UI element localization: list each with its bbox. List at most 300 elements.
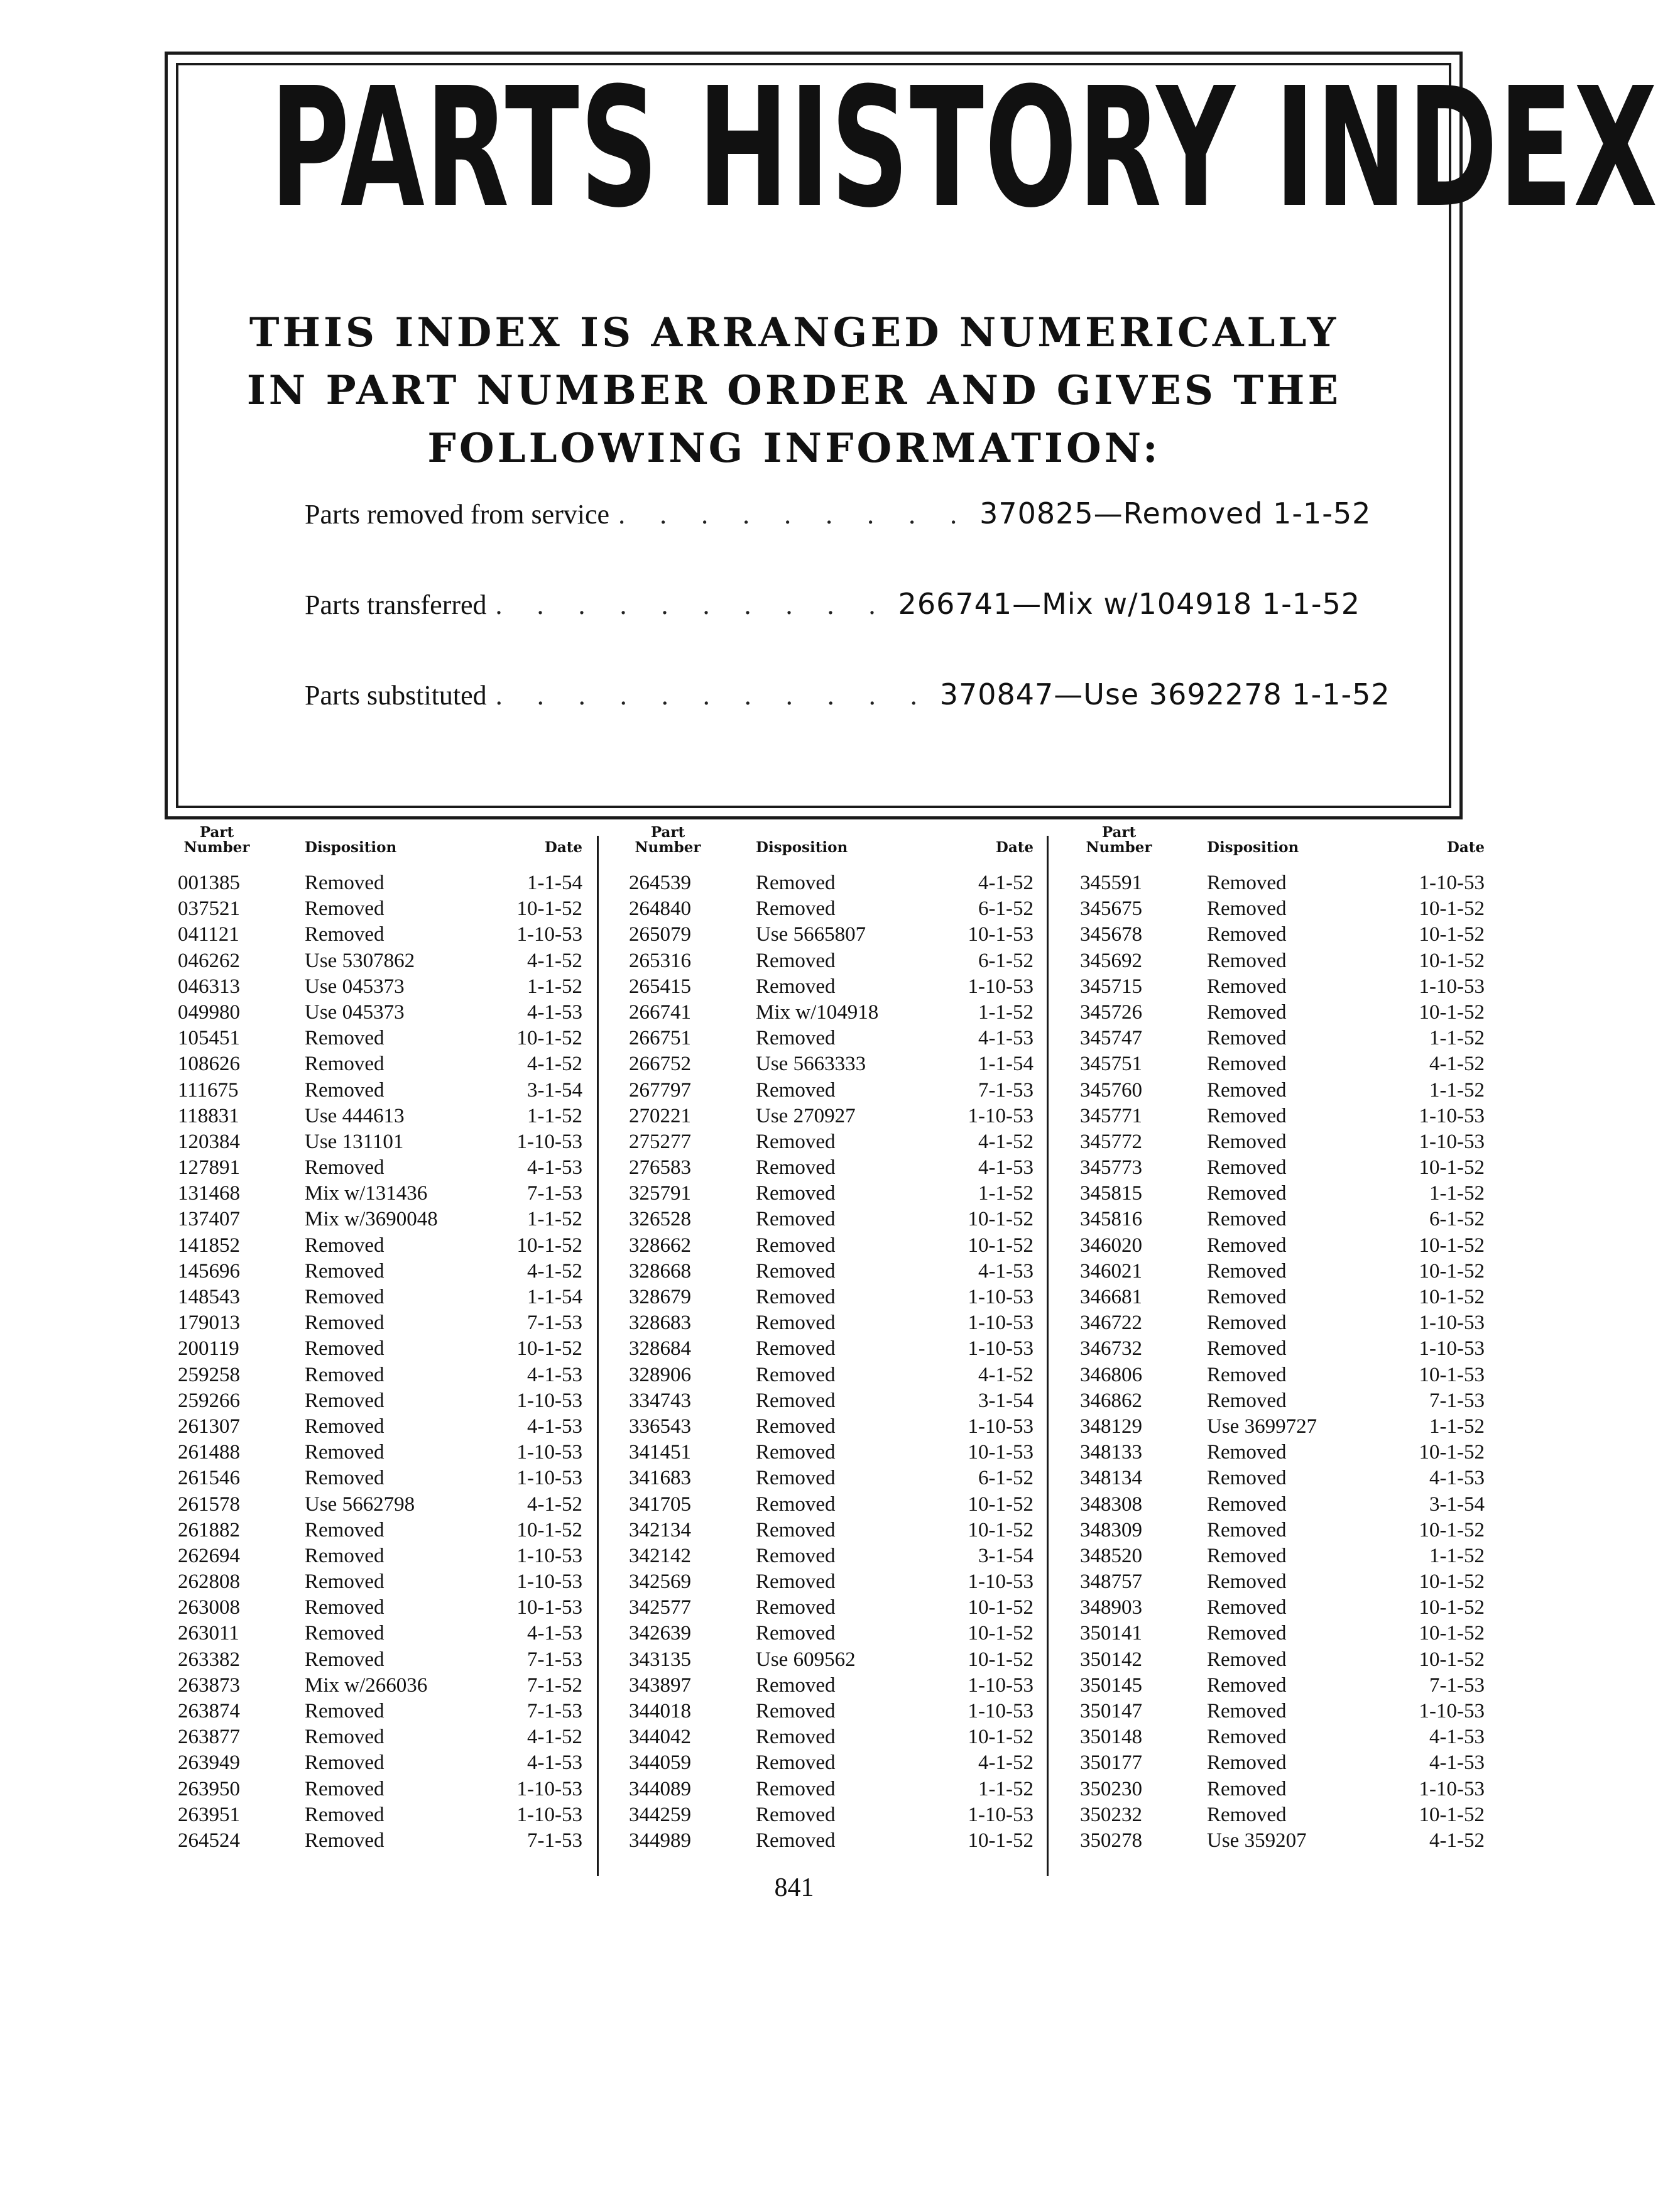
date-cell: 10-1-52 (1419, 1286, 1485, 1308)
part-number-cell: 328668 (629, 1259, 691, 1283)
disposition-cell: Removed (1207, 1648, 1287, 1671)
table-row (173, 1026, 625, 1051)
date-cell: 10-1-52 (1419, 1622, 1485, 1645)
date-cell: 3-1-54 (527, 1078, 582, 1102)
table-row (624, 1724, 1076, 1750)
table-row (624, 1595, 1076, 1621)
table-row (1075, 1518, 1527, 1543)
part-number-cell: 263873 (178, 1673, 240, 1697)
table-row (173, 1181, 625, 1207)
part-number-cell: 328662 (629, 1234, 691, 1257)
disposition-cell: Removed (756, 1622, 836, 1645)
example-value: 370847—Use 3692278 1-1-52 (939, 677, 1390, 711)
date-cell: 4-1-52 (1429, 1829, 1485, 1852)
table-row (1075, 1259, 1527, 1284)
table-row (624, 1336, 1076, 1362)
table-row (1075, 1026, 1527, 1051)
disposition-cell: Removed (1207, 1518, 1287, 1541)
date-cell: 1-10-53 (516, 1777, 582, 1800)
date-cell: 1-1-52 (978, 1777, 1034, 1800)
disposition-cell: Removed (1207, 1130, 1287, 1153)
disposition-cell: Removed (305, 1363, 385, 1386)
date-cell: 10-1-53 (968, 1441, 1034, 1464)
table-row (1075, 1414, 1527, 1440)
parts-column-2 (624, 820, 1076, 1854)
part-number-cell: 350278 (1080, 1829, 1142, 1852)
disposition-cell: Removed (1207, 1234, 1287, 1257)
table-row (624, 1777, 1076, 1802)
table-row (624, 922, 1076, 948)
date-cell: 10-1-52 (968, 1518, 1034, 1541)
date-cell: 6-1-52 (978, 897, 1034, 921)
part-number-cell: 263011 (178, 1622, 239, 1645)
disposition-cell: Removed (305, 1415, 385, 1438)
part-number-cell: 263951 (178, 1803, 240, 1826)
date-cell: 4-1-52 (978, 1751, 1034, 1775)
date-cell: 4-1-52 (978, 872, 1034, 894)
table-row (173, 1699, 625, 1724)
table-row (624, 1647, 1076, 1673)
part-number-cell: 342569 (629, 1570, 691, 1594)
part-number-cell: 326528 (629, 1208, 691, 1231)
part-number-cell: 350145 (1080, 1673, 1142, 1697)
part-number-cell: 344018 (629, 1700, 691, 1722)
date-cell: 1-10-53 (516, 1570, 582, 1594)
date-cell: 4-1-53 (978, 1156, 1034, 1180)
disposition-cell: Removed (756, 1544, 836, 1567)
disposition-cell: Removed (305, 1259, 385, 1283)
table-row (624, 896, 1076, 922)
part-number-cell: 262694 (178, 1544, 240, 1567)
part-number-cell: 275277 (629, 1130, 691, 1153)
disposition-cell: Removed (305, 923, 385, 946)
disposition-cell: Use 444613 (305, 1104, 405, 1127)
part-number-cell: 263877 (178, 1726, 240, 1749)
table-row (173, 1569, 625, 1595)
date-cell: 4-1-52 (1429, 1053, 1485, 1076)
disposition-cell: Removed (1207, 1000, 1287, 1024)
table-row (624, 1440, 1076, 1465)
table-row (1075, 1362, 1527, 1388)
date-cell: 1-10-53 (516, 1441, 582, 1464)
disposition-cell: Removed (756, 1389, 836, 1412)
disposition-cell: Removed (756, 1441, 836, 1464)
part-number-cell: 265079 (629, 923, 691, 946)
table-row (173, 1259, 625, 1284)
date-header: Date (995, 839, 1034, 856)
table-row (173, 1336, 625, 1362)
disposition-cell: Removed (305, 1751, 385, 1775)
part-number-cell: 264524 (178, 1829, 240, 1852)
part-number-cell: 346862 (1080, 1389, 1142, 1412)
part-number-cell: 120384 (178, 1130, 240, 1153)
disposition-cell: Removed (1207, 1208, 1287, 1231)
disposition-cell: Use 131101 (305, 1130, 404, 1153)
disposition-cell: Removed (756, 1751, 836, 1775)
date-cell: 10-1-52 (968, 1829, 1034, 1852)
date-cell: 10-1-52 (968, 1596, 1034, 1619)
part-number-cell: 263382 (178, 1648, 240, 1671)
disposition-cell: Removed (756, 1337, 836, 1361)
example-label: Parts substituted (305, 680, 487, 711)
disposition-cell: Removed (305, 1648, 385, 1671)
disposition-cell: Removed (756, 1518, 836, 1541)
date-cell: 10-1-52 (1419, 1648, 1485, 1671)
part-number-cell: 270221 (629, 1104, 691, 1127)
part-number-cell: 346722 (1080, 1311, 1142, 1335)
table-row (1075, 1750, 1527, 1776)
part-number-cell: 345815 (1080, 1182, 1142, 1205)
disposition-cell: Removed (305, 1156, 385, 1180)
part-number-cell: 131468 (178, 1182, 240, 1205)
table-row (1075, 922, 1527, 948)
part-number-cell: 348903 (1080, 1596, 1142, 1619)
disposition-cell: Removed (1207, 1156, 1287, 1180)
disposition-cell: Use 5665807 (756, 923, 866, 946)
disposition-cell: Removed (756, 1467, 836, 1490)
disposition-cell: Removed (305, 1803, 385, 1826)
table-row (173, 1518, 625, 1543)
date-cell: 4-1-53 (527, 1363, 582, 1386)
parts-column-3 (1075, 820, 1527, 1854)
table-row (173, 1207, 625, 1232)
part-number-cell: 141852 (178, 1234, 240, 1257)
part-number-cell: 345747 (1080, 1027, 1142, 1050)
date-cell: 1-10-53 (1419, 1777, 1485, 1800)
date-cell: 1-1-52 (1429, 1078, 1485, 1102)
table-row (1075, 1595, 1527, 1621)
part-number-cell: 348757 (1080, 1570, 1142, 1594)
part-number-cell: 342142 (629, 1544, 691, 1567)
part-number-cell: 328679 (629, 1286, 691, 1308)
part-number-cell: 342639 (629, 1622, 691, 1645)
part-number-cell: 345591 (1080, 872, 1142, 894)
header-text: Part (650, 824, 685, 841)
date-cell: 4-1-52 (527, 1053, 582, 1076)
date-cell: 1-10-53 (516, 1544, 582, 1567)
disposition-cell: Removed (1207, 897, 1287, 921)
example-substituted (305, 677, 1390, 768)
part-number-cell: 345692 (1080, 949, 1142, 972)
disposition-cell: Removed (1207, 1286, 1287, 1308)
disposition-cell: Removed (1207, 975, 1287, 998)
table-row (624, 1000, 1076, 1026)
date-cell: 1-10-53 (516, 1467, 582, 1490)
part-number-cell: 259266 (178, 1389, 240, 1412)
disposition-cell: Removed (756, 872, 836, 894)
table-row (173, 1492, 625, 1518)
part-number-cell: 261488 (178, 1441, 240, 1464)
date-cell: 4-1-53 (1429, 1751, 1485, 1775)
part-number-cell: 148543 (178, 1286, 240, 1308)
table-row (173, 1078, 625, 1103)
disposition-cell: Removed (305, 1726, 385, 1749)
date-cell: 3-1-54 (978, 1544, 1034, 1567)
table-row (1075, 1051, 1527, 1077)
part-number-cell: 263008 (178, 1596, 240, 1619)
disposition-cell: Mix w/266036 (305, 1673, 428, 1697)
disposition-cell: Removed (305, 872, 385, 894)
part-number-cell: 200119 (178, 1337, 239, 1361)
disposition-header: Disposition (1207, 839, 1299, 856)
date-cell: 10-1-52 (516, 1337, 582, 1361)
disposition-cell: Removed (756, 1803, 836, 1826)
table-row (1075, 1155, 1527, 1181)
part-number-cell: 334743 (629, 1389, 691, 1412)
part-number-cell: 041121 (178, 923, 239, 946)
date-cell: 4-1-53 (527, 1000, 582, 1024)
date-cell: 1-10-53 (968, 1104, 1034, 1127)
disposition-cell: Removed (756, 975, 836, 998)
disposition-cell: Removed (756, 1208, 836, 1231)
date-cell: 7-1-53 (1429, 1389, 1485, 1412)
disposition-cell: Removed (756, 1492, 836, 1516)
date-cell: 7-1-53 (527, 1648, 582, 1671)
column-rows (173, 870, 625, 1854)
table-row (624, 1388, 1076, 1414)
table-row (173, 922, 625, 948)
date-cell: 1-1-52 (1429, 1544, 1485, 1567)
part-number-cell: 263949 (178, 1751, 240, 1775)
date-cell: 1-10-53 (968, 1415, 1034, 1438)
table-row (173, 1724, 625, 1750)
part-number-cell: 348129 (1080, 1415, 1142, 1438)
table-row (624, 1259, 1076, 1284)
index-description (0, 304, 1588, 478)
part-number-cell: 263874 (178, 1700, 240, 1722)
date-cell: 10-1-52 (516, 1027, 582, 1050)
header-text: Part (1101, 824, 1137, 841)
date-cell: 10-1-53 (1419, 1363, 1485, 1386)
disposition-cell: Removed (305, 1053, 385, 1076)
date-cell: 1-1-54 (527, 872, 582, 894)
part-number-cell: 346681 (1080, 1286, 1142, 1308)
table-row (1075, 1233, 1527, 1259)
disposition-cell: Removed (756, 1259, 836, 1283)
part-number-cell: 350147 (1080, 1700, 1142, 1722)
disposition-cell: Removed (1207, 1311, 1287, 1335)
table-row (173, 1362, 625, 1388)
part-number-cell: 345760 (1080, 1078, 1142, 1102)
table-row (1075, 1388, 1527, 1414)
date-cell: 1-10-53 (516, 923, 582, 946)
part-number-cell: 046313 (178, 975, 240, 998)
table-row (624, 948, 1076, 974)
table-row (1075, 1543, 1527, 1569)
table-row (1075, 1284, 1527, 1310)
date-header: Date (1446, 839, 1485, 856)
date-cell: 4-1-53 (978, 1259, 1034, 1283)
date-cell: 6-1-52 (978, 949, 1034, 972)
disposition-cell: Removed (305, 1518, 385, 1541)
table-row (173, 1543, 625, 1569)
date-cell: 6-1-52 (1429, 1208, 1485, 1231)
date-cell: 4-1-53 (527, 1751, 582, 1775)
part-number-header (179, 825, 254, 855)
part-number-cell: 348309 (1080, 1518, 1142, 1541)
table-row (173, 1414, 625, 1440)
date-cell: 1-10-53 (968, 1286, 1034, 1308)
disposition-cell: Use 270927 (756, 1104, 856, 1127)
disposition-cell: Use 045373 (305, 975, 405, 998)
part-number-cell: 108626 (178, 1053, 240, 1076)
date-cell: 10-1-52 (1419, 1570, 1485, 1594)
table-row (173, 1440, 625, 1465)
disposition-cell: Removed (756, 1829, 836, 1852)
table-row (1075, 1465, 1527, 1491)
disposition-cell: Removed (305, 1777, 385, 1800)
date-cell: 10-1-52 (1419, 897, 1485, 921)
table-row (1075, 896, 1527, 922)
description-line: IN PART NUMBER ORDER AND GIVES THE (246, 367, 1342, 414)
part-number-cell: 263950 (178, 1777, 240, 1800)
part-number-cell: 344089 (629, 1777, 691, 1800)
table-row (173, 1777, 625, 1802)
page-title: PARTS HISTORY INDEX (270, 52, 1658, 244)
date-cell: 4-1-53 (527, 1622, 582, 1645)
date-cell: 1-1-52 (978, 1182, 1034, 1205)
date-cell: 1-10-53 (968, 1803, 1034, 1826)
disposition-cell: Use 359207 (1207, 1829, 1307, 1852)
disposition-cell: Removed (756, 1596, 836, 1619)
date-cell: 4-1-53 (527, 1415, 582, 1438)
table-row (1075, 1181, 1527, 1207)
disposition-cell: Removed (1207, 1259, 1287, 1283)
part-number-cell: 344042 (629, 1726, 691, 1749)
disposition-cell: Removed (1207, 1441, 1287, 1464)
date-cell: 10-1-52 (968, 1622, 1034, 1645)
disposition-cell: Removed (756, 1027, 836, 1050)
table-row (624, 1828, 1076, 1854)
disposition-cell: Use 5662798 (305, 1492, 415, 1516)
part-number-cell: 265316 (629, 949, 691, 972)
part-number-header (1081, 825, 1157, 855)
table-row (173, 896, 625, 922)
date-cell: 10-1-52 (1419, 1234, 1485, 1257)
column-rows (1075, 870, 1527, 1854)
date-cell: 1-1-52 (527, 1208, 582, 1231)
date-cell: 10-1-52 (968, 1726, 1034, 1749)
disposition-cell: Removed (756, 1182, 836, 1205)
part-number-cell: 348520 (1080, 1544, 1142, 1567)
date-cell: 1-10-53 (968, 1700, 1034, 1722)
table-row (624, 1414, 1076, 1440)
part-number-cell: 345773 (1080, 1156, 1142, 1180)
part-number-cell: 350232 (1080, 1803, 1142, 1826)
date-cell: 10-1-52 (1419, 1000, 1485, 1024)
leader-dots: . . . . . . . . . (618, 499, 971, 530)
disposition-cell: Removed (1207, 1389, 1287, 1412)
table-row (173, 1750, 625, 1776)
part-number-cell: 276583 (629, 1156, 691, 1180)
disposition-cell: Removed (1207, 1337, 1287, 1361)
disposition-cell: Removed (1207, 1363, 1287, 1386)
table-row (624, 1518, 1076, 1543)
date-cell: 1-1-52 (1429, 1415, 1485, 1438)
table-row (1075, 1440, 1527, 1465)
disposition-cell: Removed (1207, 1492, 1287, 1516)
date-cell: 10-1-52 (1419, 923, 1485, 946)
disposition-cell: Use 5663333 (756, 1053, 866, 1076)
part-number-cell: 261546 (178, 1467, 240, 1490)
disposition-cell: Removed (756, 1777, 836, 1800)
disposition-cell: Removed (1207, 1544, 1287, 1567)
table-row (173, 1103, 625, 1129)
table-row (173, 1284, 625, 1310)
parts-column-1 (173, 820, 625, 1854)
date-cell: 3-1-54 (1429, 1492, 1485, 1516)
example-value: 266741—Mix w/104918 1-1-52 (898, 587, 1361, 621)
table-row (1075, 1777, 1527, 1802)
table-row (624, 1465, 1076, 1491)
table-row (173, 1673, 625, 1699)
disposition-cell: Removed (1207, 1104, 1287, 1127)
disposition-cell: Removed (756, 1311, 836, 1335)
date-cell: 10-1-52 (1419, 1596, 1485, 1619)
disposition-cell: Removed (756, 1363, 836, 1386)
table-row (624, 1051, 1076, 1077)
date-cell: 1-10-53 (1419, 1104, 1485, 1127)
disposition-cell: Removed (1207, 1078, 1287, 1102)
column-rows (624, 870, 1076, 1854)
disposition-cell: Removed (305, 1622, 385, 1645)
date-cell: 7-1-52 (527, 1673, 582, 1697)
disposition-cell: Removed (305, 1544, 385, 1567)
part-number-cell: 049980 (178, 1000, 240, 1024)
part-number-cell: 344259 (629, 1803, 691, 1826)
disposition-cell: Mix w/3690048 (305, 1208, 438, 1231)
table-row (1075, 1336, 1527, 1362)
part-number-cell: 267797 (629, 1078, 691, 1102)
table-row (173, 1155, 625, 1181)
part-number-cell: 344989 (629, 1829, 691, 1852)
table-row (624, 1284, 1076, 1310)
date-cell: 1-10-53 (1419, 872, 1485, 894)
disposition-cell: Removed (305, 1389, 385, 1412)
disposition-cell: Removed (756, 1130, 836, 1153)
part-number-cell: 262808 (178, 1570, 240, 1594)
disposition-cell: Removed (1207, 1726, 1287, 1749)
column-header (624, 820, 1076, 870)
part-number-cell: 346020 (1080, 1234, 1142, 1257)
part-number-cell: 341451 (629, 1441, 691, 1464)
date-cell: 10-1-52 (1419, 1803, 1485, 1826)
table-row (1075, 1724, 1527, 1750)
disposition-cell: Removed (305, 1337, 385, 1361)
disposition-cell: Removed (305, 1700, 385, 1722)
disposition-cell: Removed (1207, 1027, 1287, 1050)
part-number-cell: 346806 (1080, 1363, 1142, 1386)
part-number-cell: 346732 (1080, 1337, 1142, 1361)
date-cell: 1-1-54 (978, 1053, 1034, 1076)
disposition-cell: Removed (305, 1570, 385, 1594)
date-cell: 1-1-52 (1429, 1182, 1485, 1205)
disposition-cell: Removed (756, 1726, 836, 1749)
disposition-cell: Removed (305, 1596, 385, 1619)
part-number-cell: 345715 (1080, 975, 1142, 998)
table-row (624, 1362, 1076, 1388)
disposition-cell: Use 609562 (756, 1648, 856, 1671)
part-number-cell: 264539 (629, 872, 691, 894)
disposition-cell: Removed (1207, 1053, 1287, 1076)
part-number-cell: 261882 (178, 1518, 240, 1541)
date-cell: 1-10-53 (968, 975, 1034, 998)
table-row (1075, 1828, 1527, 1854)
date-cell: 1-10-53 (1419, 1337, 1485, 1361)
header-text: Number (635, 839, 701, 856)
date-cell: 4-1-52 (527, 1259, 582, 1283)
table-row (1075, 948, 1527, 974)
